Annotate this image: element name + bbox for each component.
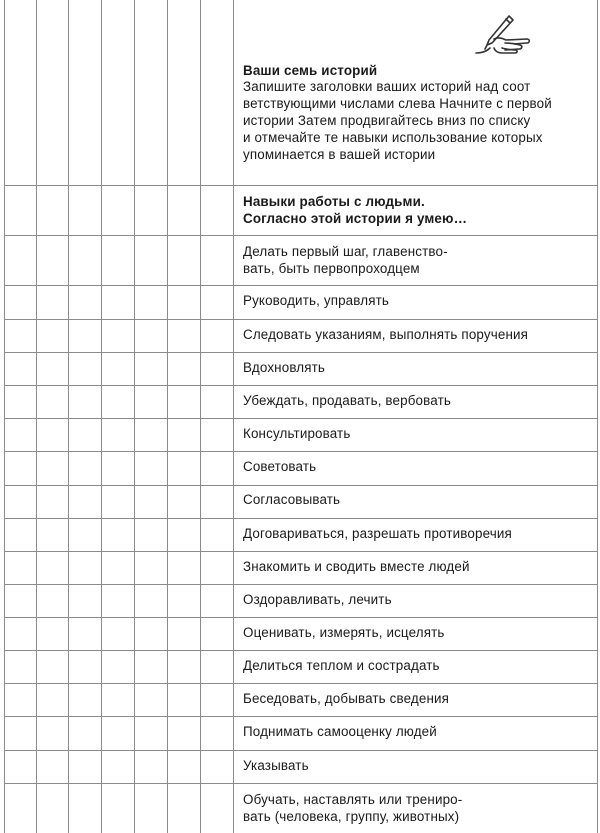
skill-label: Консультировать bbox=[243, 426, 351, 441]
skill-label: Убеждать, продавать, вербовать bbox=[243, 393, 451, 408]
section-subtitle: Согласно этой истории я умею… bbox=[243, 211, 468, 226]
skill-label: Обучать, наставлять или трениро- bbox=[243, 792, 463, 807]
skill-label: Делать первый шаг, главенство- bbox=[243, 244, 448, 259]
skill-label: Делиться теплом и сострадать bbox=[243, 658, 440, 673]
intro-line: ветствующими числами слева Начните с первой bbox=[243, 96, 552, 111]
intro-line: истории Затем продвигайтесь вниз по списку bbox=[243, 113, 531, 128]
skill-label: Оценивать, измерять, исцелять bbox=[243, 625, 445, 640]
section-title: Навыки работы с людьми. bbox=[243, 194, 425, 209]
skill-label: Вдохновлять bbox=[243, 360, 326, 375]
skill-label: Беседовать, добывать сведения bbox=[243, 691, 450, 706]
skill-label: Договариваться, разрешать противоречия bbox=[243, 526, 512, 541]
intro-line: упоминается в вашей истории bbox=[243, 147, 436, 162]
skill-label: Оздоравливать, лечить bbox=[243, 592, 392, 607]
skill-label: Знакомить и сводить вместе людей bbox=[243, 559, 470, 574]
skill-label: Согласовывать bbox=[243, 492, 341, 507]
skill-label: Поднимать самооценку людей bbox=[243, 724, 437, 739]
skill-label: Советовать bbox=[243, 459, 317, 474]
skill-label: Указывать bbox=[243, 758, 309, 773]
skill-label: Руководить, управлять bbox=[243, 293, 390, 308]
intro-line: и отмечайте те навыки использование которых bbox=[243, 130, 543, 145]
stories-title: Ваши семь историй bbox=[243, 63, 378, 78]
skill-label: вать (человека, группу, животных) bbox=[243, 809, 460, 824]
intro-line: Запишите заголовки ваших историй над соот bbox=[243, 79, 531, 94]
skill-label: Следовать указаниям, выполнять поручения bbox=[243, 327, 529, 342]
pen-writing-icon bbox=[472, 12, 534, 56]
skill-label: вать, быть первопроходцем bbox=[243, 261, 420, 276]
